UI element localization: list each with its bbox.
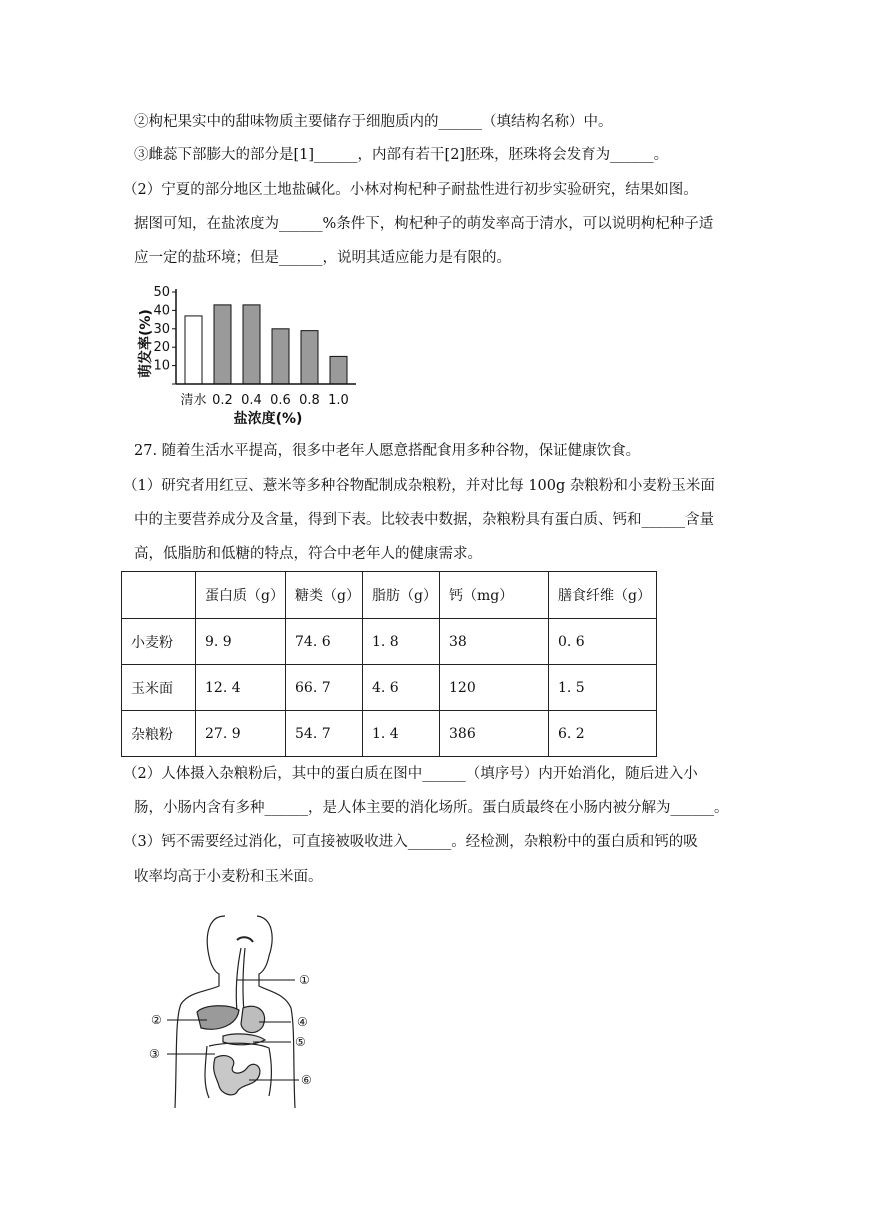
table-row (122, 619, 657, 665)
bar-1 (214, 305, 231, 384)
table-header-cell (122, 572, 196, 619)
table-cell: 1. 5 (549, 665, 657, 711)
table-row (122, 665, 657, 711)
y-tick-label: 30 (153, 321, 170, 337)
table-header-row (122, 572, 657, 619)
table-header-cell: 膳食纤维（g） (549, 572, 657, 619)
table-cell: 66. 7 (286, 665, 363, 711)
q27-part1-line2: 中的主要营养成分及含量，得到下表。比较表中数据，杂粮粉具有蛋白质、钙和______含量 (134, 512, 714, 528)
table-cell: 27. 9 (196, 711, 286, 757)
label-3: ③ (149, 1047, 160, 1061)
bar-0 (185, 316, 202, 384)
small-intestine (214, 1056, 260, 1095)
table-cell: 54. 7 (286, 711, 363, 757)
x-tick-label: 0.4 (241, 393, 262, 408)
table-cell: 小麦粉 (122, 619, 196, 665)
table-cell: 杂粮粉 (122, 711, 196, 757)
table-cell: 4. 6 (363, 665, 440, 711)
table-cell: 74. 6 (286, 619, 363, 665)
x-tick-label: 清水 (180, 393, 207, 408)
table-cell: 386 (440, 711, 549, 757)
digestive-system-diagram (145, 908, 325, 1116)
label-6: ⑥ (301, 1073, 312, 1087)
bar-5 (330, 356, 347, 384)
nutrition-table (121, 571, 657, 757)
liver (197, 1006, 239, 1029)
y-tick-label: 20 (153, 340, 170, 356)
question-line-5: 应一定的盐环境；但是______，说明其适应能力是有限的。 (134, 250, 511, 266)
germination-bar-chart (120, 278, 380, 440)
q27-part1-line3: 高，低脂肪和低糖的特点，符合中老年人的健康需求。 (134, 546, 482, 562)
stomach (241, 1006, 265, 1032)
mouth-cavity (237, 937, 253, 942)
table-header-cell: 钙（mg） (440, 572, 549, 619)
q27-part3-line2: 收率均高于小麦粉和玉米面。 (134, 869, 323, 885)
question-line-3: （2）宁夏的部分地区土地盐碱化。小林对枸杞种子耐盐性进行初步实验研究，结果如图。 (123, 182, 698, 198)
table-cell: 12. 4 (196, 665, 286, 711)
table-cell: 1. 4 (363, 711, 440, 757)
q27-part2-line2: 肠，小肠内含有多种______，是人体主要的消化场所。蛋白质最终在小肠内被分解为______。 (134, 800, 729, 816)
table-cell: 玉米面 (122, 665, 196, 711)
table-cell: 9. 9 (196, 619, 286, 665)
bar-2 (243, 305, 260, 384)
table-cell: 120 (440, 665, 549, 711)
table-cell: 38 (440, 619, 549, 665)
label-2: ② (151, 1013, 162, 1027)
table-cell: 0. 6 (549, 619, 657, 665)
q27-part3-line1: （3）钙不需要经过消化，可直接被吸收进入______。经检测，杂粮粉中的蛋白质和钙的吸 (123, 834, 698, 850)
bar-4 (301, 331, 318, 384)
label-4: ④ (297, 1015, 308, 1029)
y-tick-label: 40 (153, 303, 170, 319)
question-line-2: ③雌蕊下部膨大的部分是[1]______，内部有若干[2]胚珠，胚珠将会发育为______。 (134, 147, 669, 163)
q27-part2-line1: （2）人体摄入杂粮粉后，其中的蛋白质在图中______（填序号）内开始消化，随后进入小 (123, 766, 698, 782)
label-1: ① (299, 973, 310, 987)
question-line-1: ②枸杞果实中的甜味物质主要储存于细胞质内的______（填结构名称）中。 (134, 114, 613, 130)
table-row (122, 711, 657, 757)
question-line-4: 据图可知，在盐浓度为______%条件下，枸杞种子的萌发率高于清水，可以说明枸杞种子适 (134, 216, 714, 232)
table-header-cell: 脂肪（g） (363, 572, 440, 619)
y-tick-label: 50 (153, 285, 170, 300)
table-cell: 1. 8 (363, 619, 440, 665)
bar-3 (272, 329, 289, 384)
table-cell: 6. 2 (549, 711, 657, 757)
x-tick-label: 0.2 (212, 393, 233, 408)
x-tick-label: 1.0 (328, 393, 349, 408)
table-header-cell: 糖类（g） (286, 572, 363, 619)
label-5: ⑤ (295, 1035, 306, 1049)
table-header-cell: 蛋白质（g） (196, 572, 286, 619)
question-27: 27. 随着生活水平提高，很多中老年人愿意搭配食用多种谷物，保证健康饮食。 (134, 443, 641, 459)
x-tick-label: 0.8 (299, 393, 320, 408)
y-axis-label: 萌发率(%) (138, 309, 154, 378)
x-axis-label: 盐浓度(%) (233, 411, 303, 427)
x-tick-label: 0.6 (270, 393, 291, 408)
q27-part1-line1: （1）研究者用红豆、薏米等多种谷物配制成杂粮粉，并对比每 100g 杂粮粉和小麦粉玉米面 (123, 478, 715, 494)
y-tick-label: 10 (153, 358, 170, 374)
